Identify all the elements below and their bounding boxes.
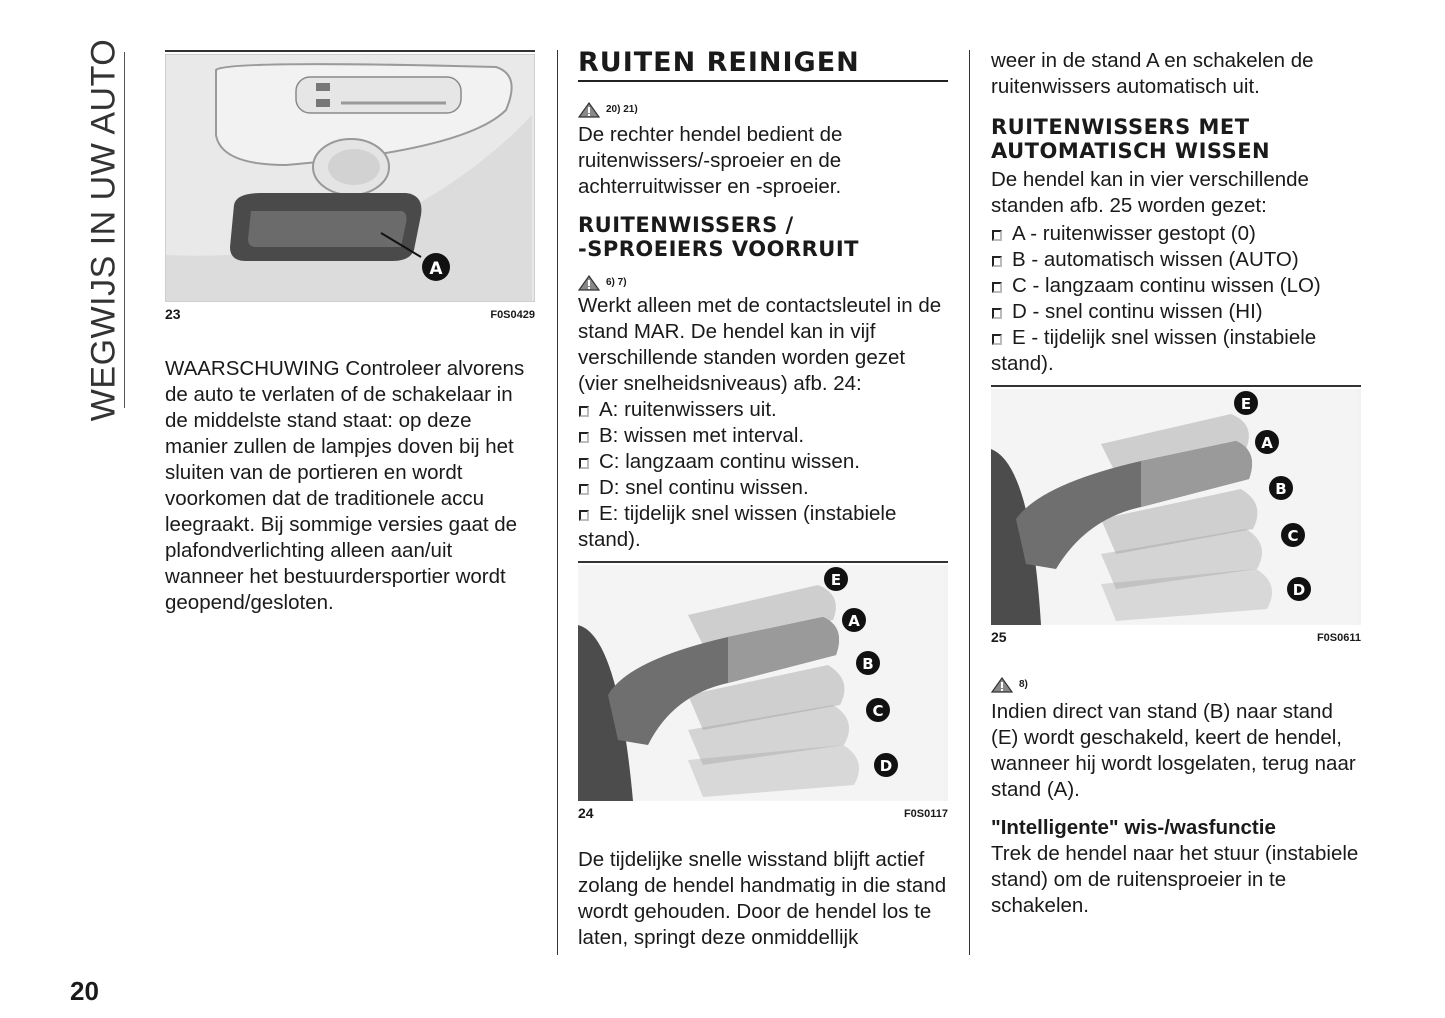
intro-paragraph: De rechter hendel bedient de ruitenwissers/-sproeier en de achterruitwisser en -sproeier. [578,123,843,198]
warning-icon [578,275,600,291]
column-3 [991,48,1361,919]
figure-code: F0S0611 [1316,632,1361,644]
figure-number: 24 [578,805,594,821]
subheading-line-1: RUITENWISSERS / [578,213,794,237]
position-a-label: A [848,612,860,630]
figure-24 [578,561,948,821]
figure-23 [165,50,535,322]
column-1 [165,50,535,616]
list-item: B: wissen met interval. [578,423,948,449]
auto-wiper-stalk-illustration [991,389,1357,625]
list-item: E - tijdelijk snel wissen (instabiele stand). [991,326,1317,375]
bullet-box-icon [579,406,589,417]
warning-icon [991,677,1013,693]
figure-top-rule [165,50,535,52]
wiper-stalk-illustration [578,565,944,801]
list-item: A - ruitenwisser gestopt (0) [991,221,1361,247]
bullet-box-icon [992,230,1002,241]
list-item: C: langzaam continu wissen. [578,449,948,475]
continued-paragraph: weer in de stand A en schakelen de ruitenwissers automatisch uit. [991,49,1314,98]
figure-number: 23 [165,306,181,322]
figure-25-caption [991,629,1361,645]
bullet-box-icon [579,432,589,443]
position-c-label: C [1287,527,1299,545]
position-b-label: B [862,655,874,673]
figure-24-image [578,565,948,801]
position-list [578,397,948,553]
warning-reference [578,265,948,291]
intelligent-wash-heading: "Intelligente" wis-/wasfunctie [991,816,1276,839]
position-e-label: E [1240,395,1252,413]
position-d-label: D [1292,581,1306,599]
operation-paragraph: Werkt alleen met de contactsleutel in de stand MAR. De hendel kan in vijf verschillende standen worden gezet (vier snelheidsniveaus) afb. 24: [578,294,942,395]
position-a-label: A [1261,434,1273,452]
side-chapter-title-text: WEGWIJS IN UW AUTO [84,38,123,422]
bullet-box-icon [992,256,1002,267]
list-item: D - snel continu wissen (HI) [991,299,1361,325]
figure-25 [991,385,1361,645]
figure-25-image [991,389,1361,625]
figure-23-image [165,54,535,302]
figure-number: 25 [991,629,1007,645]
subheading [991,115,1361,163]
list-item: D: snel continu wissen. [578,475,948,501]
list-item: C - langzaam continu wissen (LO) [991,273,1361,299]
section-title: RUITEN REINIGEN [578,48,948,82]
subheading-line-2: AUTOMATISCH WISSEN [991,139,1271,163]
figure-top-rule [578,561,948,563]
bullet-box-icon [579,458,589,469]
warning-reference [991,667,1361,693]
figure-top-rule [991,385,1361,387]
bullet-box-icon [579,510,589,521]
side-chapter-title [82,38,125,422]
warning-icon [578,102,600,118]
position-c-label: C [872,702,884,720]
warning-paragraph: WAARSCHUWING Controleer alvorens de auto te verlaten of de schakelaar in de middelste stand staat: op deze manier zullen de lampjes doven bij het sluiten van de portieren en wordt voorkomen dat de traditionele accu leegraakt. Bij sommige versies gaat de plafondverlichting alleen aan/uit wanneer het bestuurdersportier wordt geopend/gesloten. [165,357,525,614]
intelligent-wash-paragraph: Trek de hendel naar het stuur (instabiele stand) om de ruitensproeier in te schakelen. [991,842,1359,917]
subheading [578,213,948,261]
column-divider [557,50,558,955]
bullet-box-icon [579,484,589,495]
list-item: A: ruitenwissers uit. [578,397,948,423]
auto-position-list [991,221,1361,377]
warning-reference [578,92,948,118]
warning-refs: 6) 7) [606,277,627,288]
bullet-box-icon [992,334,1002,345]
figure-code: F0S0429 [490,309,535,321]
auto-wipe-paragraph: De hendel kan in vier verschillende standen afb. 25 worden gezet: [991,168,1309,217]
warning-refs: 8) [1019,679,1028,690]
list-item: E: tijdelijk snel wissen (instabiele stand). [578,502,897,551]
subheading-line-2: -SPROEIERS VOORRUIT [578,237,859,261]
position-d-label: D [879,757,893,775]
callout-a-label: A [429,259,443,279]
bullet-box-icon [992,282,1002,293]
temporary-wipe-paragraph: De tijdelijke snelle wisstand blijft actief zolang de hendel handmatig in die stand wordt gehouden. Door de hendel los te laten, springt deze onmiddellijk [578,848,947,949]
page-number: 20 [70,976,99,1006]
figure-23-caption [165,306,535,322]
list-item: B - automatisch wissen (AUTO) [991,247,1361,273]
column-divider [969,50,970,955]
bullet-box-icon [992,308,1002,319]
warning-refs: 20) 21) [606,104,638,115]
ceiling-light-illustration [166,55,532,301]
figure-code: F0S0117 [903,808,948,820]
subheading-line-1: RUITENWISSERS MET [991,115,1250,139]
figure-24-caption [578,805,948,821]
column-2 [578,48,948,951]
switching-paragraph: Indien direct van stand (B) naar stand (E) wordt geschakeld, keert de hendel, wanneer hij wordt losgelaten, terug naar stand (A). [991,700,1356,801]
position-b-label: B [1275,480,1287,498]
position-e-label: E [830,571,842,589]
